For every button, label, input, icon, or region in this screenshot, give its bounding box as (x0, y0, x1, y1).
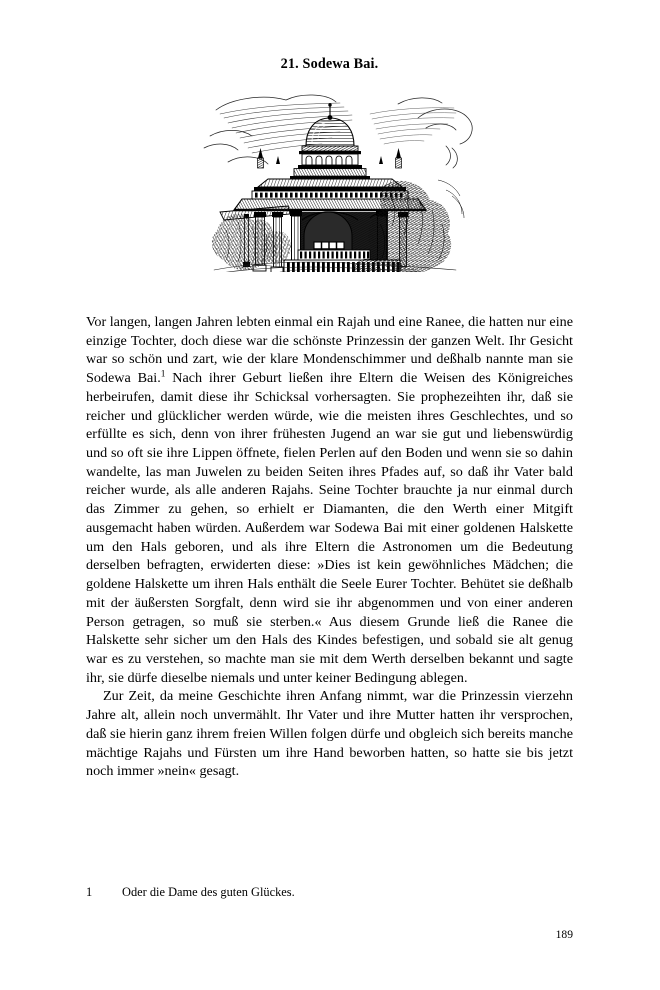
footnote-area (86, 884, 573, 900)
paragraph-1-part-1: Vor langen, langen Jahren lebten einmal ein Rajah und eine Ranee, die hatten nur eine einzige Tochter, doch diese war die schönste Prinzessin der ganzen Welt. Ihr Gesicht war so schön und zart, wie der klare Mondenschimmer und deßhalb nannte man sie Sodewa Bai. (86, 314, 573, 387)
footnote-marker: 1 (86, 885, 93, 899)
footnote-reference-1[interactable]: 1 (160, 369, 166, 380)
paragraph-1 (86, 313, 573, 687)
paragraph-2-text: Zur Zeit, da meine Geschichte ihren Anfang nimmt, war die Prinzessin vierzehn Jahre alt, allein noch unvermählt. Ihr Vater und ihre Mutter hatten ihr versprochen, daß sie hierin ganz ihrem freien Willen folgen dürfe und obgleich sich bereits manche mächtige Rajahs und Fürsten um ihre Hand beworben hatten, so hatte sie bis jetzt noch immer »nein« gesagt. (86, 688, 573, 780)
page-number: 189 (555, 928, 573, 941)
footnote-text: Oder die Dame des guten Glückes. (122, 885, 295, 899)
body-text (86, 313, 573, 781)
paragraph-1-part-2: Nach ihrer Geburt ließen ihre Eltern die Weisen des Königreiches herbeirufen, damit diese ihr Schicksal vorhersagten. Sie prophezeihten ihr, daß sie reicher und glücklicher werden würde, wie die meisten ihres Geschlechtes, und so erfüllte es sich, denn von ihrer frühesten Jugend an war sie gut und liebenswürdig und so oft sie ihre Lippen öffnete, fielen Perlen auf den Boden und wenn sie so dahin wandelte, las man Juwelen zu beiden Seiten ihres Pfades auf, so daß ihr Vater bald reicher wurde, als alle anderen Rajahs. Seine Tochter brauchte ja nur einmal durch das Zimmer zu gehen, so erhielt er Diamanten, die den Werth einer Mitgift ausgemacht haben würden. Außerdem war Sodewa Bai mit einer goldenen Halskette um den Hals geboren, und als ihre Eltern die Astronomen um die Bedeutung derselben befragten, erwiderten diese: »Dies ist kein gewöhnliches Mädchen; die goldene Halskette um ihren Hals enthält die Seele Eurer Tochter. Behütet sie deßhalb mit der äußersten Sorgfalt, denn wird sie ihr abgenommen und von einer anderen Person getragen, so muß sie sterben.« Aus diesem Grunde ließ die Ranee die Halskette sehr sicher um den Hals des Kindes befestigen, und sobald sie alt genug war es zu verstehen, so machte man sie mit dem Werth derselben bekannt und sagte ihr, sie dürfe dieselbe niemals und unter keiner Bedingung ablegen. (86, 370, 573, 686)
chapter-title: 21. Sodewa Bai. (280, 56, 379, 72)
footnote-item (86, 884, 573, 900)
indian-pavilion-engraving-image (180, 84, 480, 272)
illustration-figure (86, 84, 573, 272)
paragraph-2 (86, 687, 573, 781)
